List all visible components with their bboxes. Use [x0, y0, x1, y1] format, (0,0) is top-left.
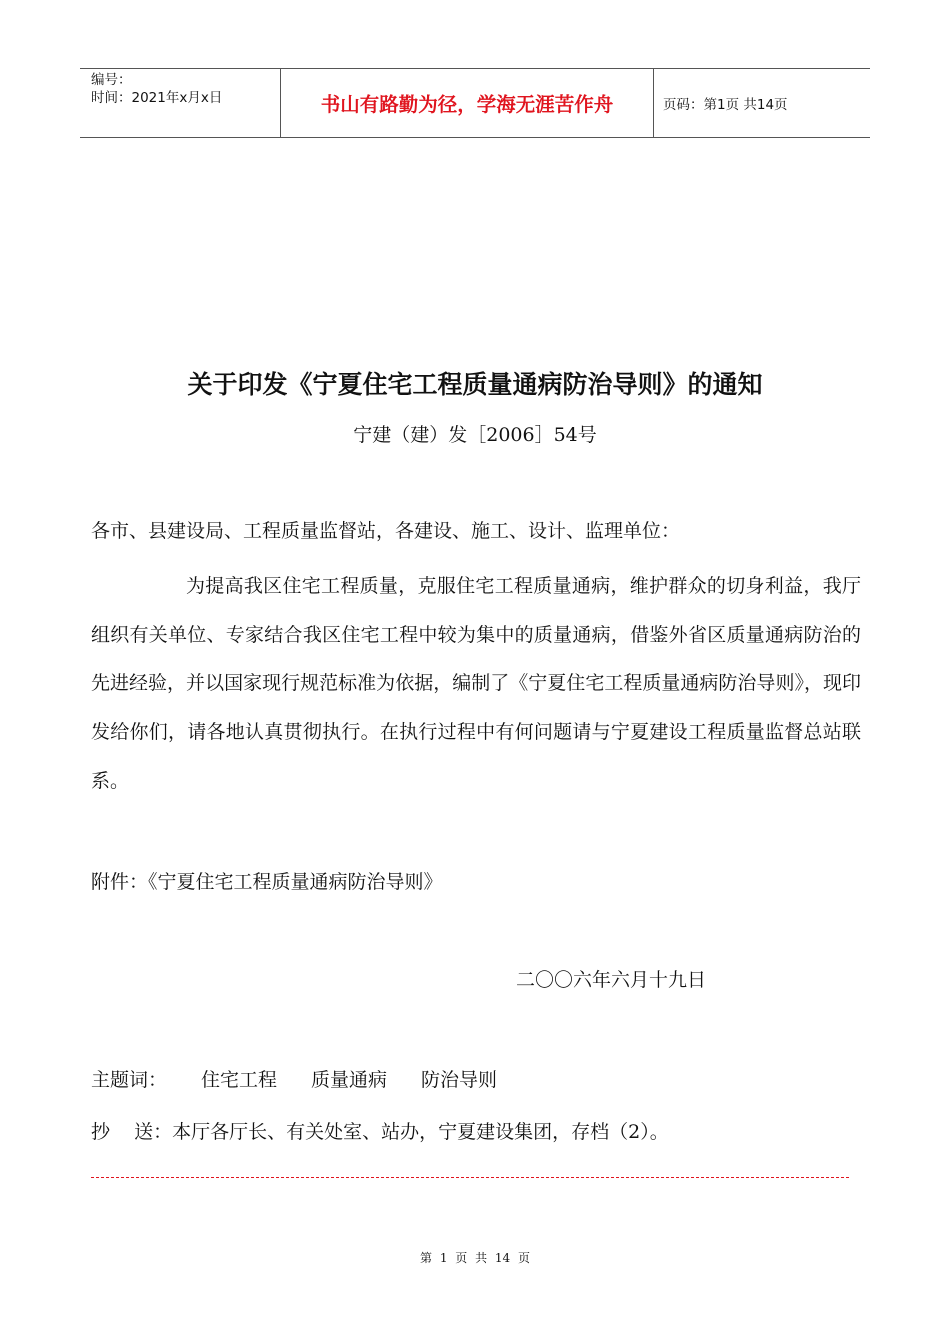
time-label: 时间：2021年x月x日: [91, 90, 223, 106]
document-title: 关于印发《宁夏住宅工程质量通病防治导则》的通知: [187, 370, 763, 399]
keywords-line: [91, 1065, 497, 1092]
document-number: 宁建（建）发［2006］54号: [353, 424, 597, 446]
page-footer: 第 1 页 共 14 页: [420, 1251, 530, 1265]
attachment: 附件：《宁夏住宅工程质量通病防治导则》: [91, 871, 443, 893]
keywords-label: 主题词：: [91, 1069, 168, 1091]
recipients: 各市、县建设局、工程质量监督站，各建设、施工、设计、监理单位：: [91, 520, 681, 542]
keyword: 防治导则: [421, 1069, 498, 1091]
document-date: 二〇〇六年六月十九日: [516, 969, 707, 991]
header-motto: 书山有路勤为径，学海无涯苦作舟: [280, 69, 654, 137]
keyword: 质量通病: [311, 1069, 388, 1091]
keyword: 住宅工程: [201, 1069, 278, 1091]
cc-line: [91, 1117, 669, 1144]
red-divider: [91, 1177, 849, 1178]
cc-text: 本厅各厅长、有关处室、站办，宁夏建设集团，存档（2）。: [172, 1121, 669, 1143]
header-meta: [80, 69, 280, 137]
cc-label: 抄 送：: [91, 1121, 173, 1143]
number-label: 编号：: [91, 72, 132, 88]
header-page-info: 页码：第1页 共14页: [663, 97, 788, 113]
body-paragraph: 为提高我区住宅工程质量，克服住宅工程质量通病，维护群众的切身利益，我厅组织有关单位、专家结合我区住宅工程中较为集中的质量通病，借鉴外省区质量通病防治的先进经验，并以国家现行规范标准为依据，编制了《宁夏住宅工程质量通病防治导则》，现印发给你们，请各地认真贯彻执行。在执行过程中有何问题请与宁夏建设工程质量监督总站联系。: [91, 575, 861, 792]
header-table: [80, 68, 870, 138]
